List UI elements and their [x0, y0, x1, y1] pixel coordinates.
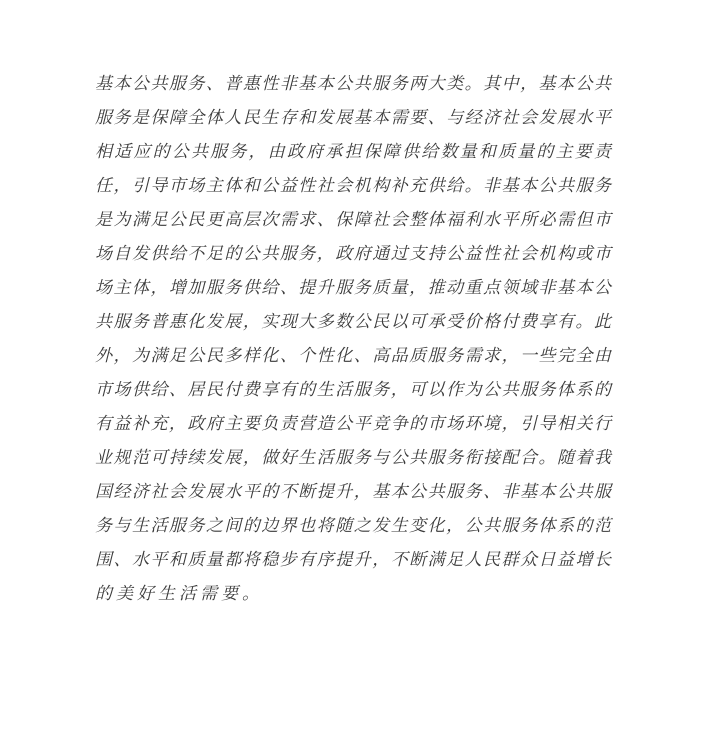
text-line: 服务是保障全体人民生存和发展基本需要、与经济社会发展水平 — [95, 108, 611, 127]
text-line: 围、水平和质量都将稳步有序提升，不断满足人民群众日益增长 — [95, 550, 611, 569]
text-line: 业规范可持续发展，做好生活服务与公共服务衔接配合。随着我 — [95, 448, 611, 467]
text-line: 有益补充，政府主要负责营造公平竞争的市场环境，引导相关行 — [95, 414, 611, 433]
text-line: 共服务普惠化发展，实现大多数公民以可承受价格付费享有。此 — [95, 312, 611, 331]
text-line: 务与生活服务之间的边界也将随之发生变化，公共服务体系的范 — [95, 516, 611, 535]
text-line: 市场供给、居民付费享有的生活服务，可以作为公共服务体系的 — [95, 380, 611, 399]
text-line: 场主体，增加服务供给、提升服务质量，推动重点领域非基本公 — [95, 278, 611, 297]
text-line: 的美好生活需要。 — [95, 584, 263, 603]
text-line: 国经济社会发展水平的不断提升，基本公共服务、非基本公共服 — [95, 482, 611, 501]
text-line: 是为满足公民更高层次需求、保障社会整体福利水平所必需但市 — [95, 210, 611, 229]
text-line: 外，为满足公民多样化、个性化、高品质服务需求，一些完全由 — [95, 346, 611, 365]
text-line: 任，引导市场主体和公益性社会机构补充供给。非基本公共服务 — [95, 176, 611, 195]
paragraph — [95, 67, 611, 611]
text-line: 相适应的公共服务，由政府承担保障供给数量和质量的主要责 — [95, 142, 611, 161]
text-line: 场自发供给不足的公共服务，政府通过支持公益性社会机构或市 — [95, 244, 611, 263]
text-line: 基本公共服务、普惠性非基本公共服务两大类。其中，基本公共 — [95, 74, 611, 93]
